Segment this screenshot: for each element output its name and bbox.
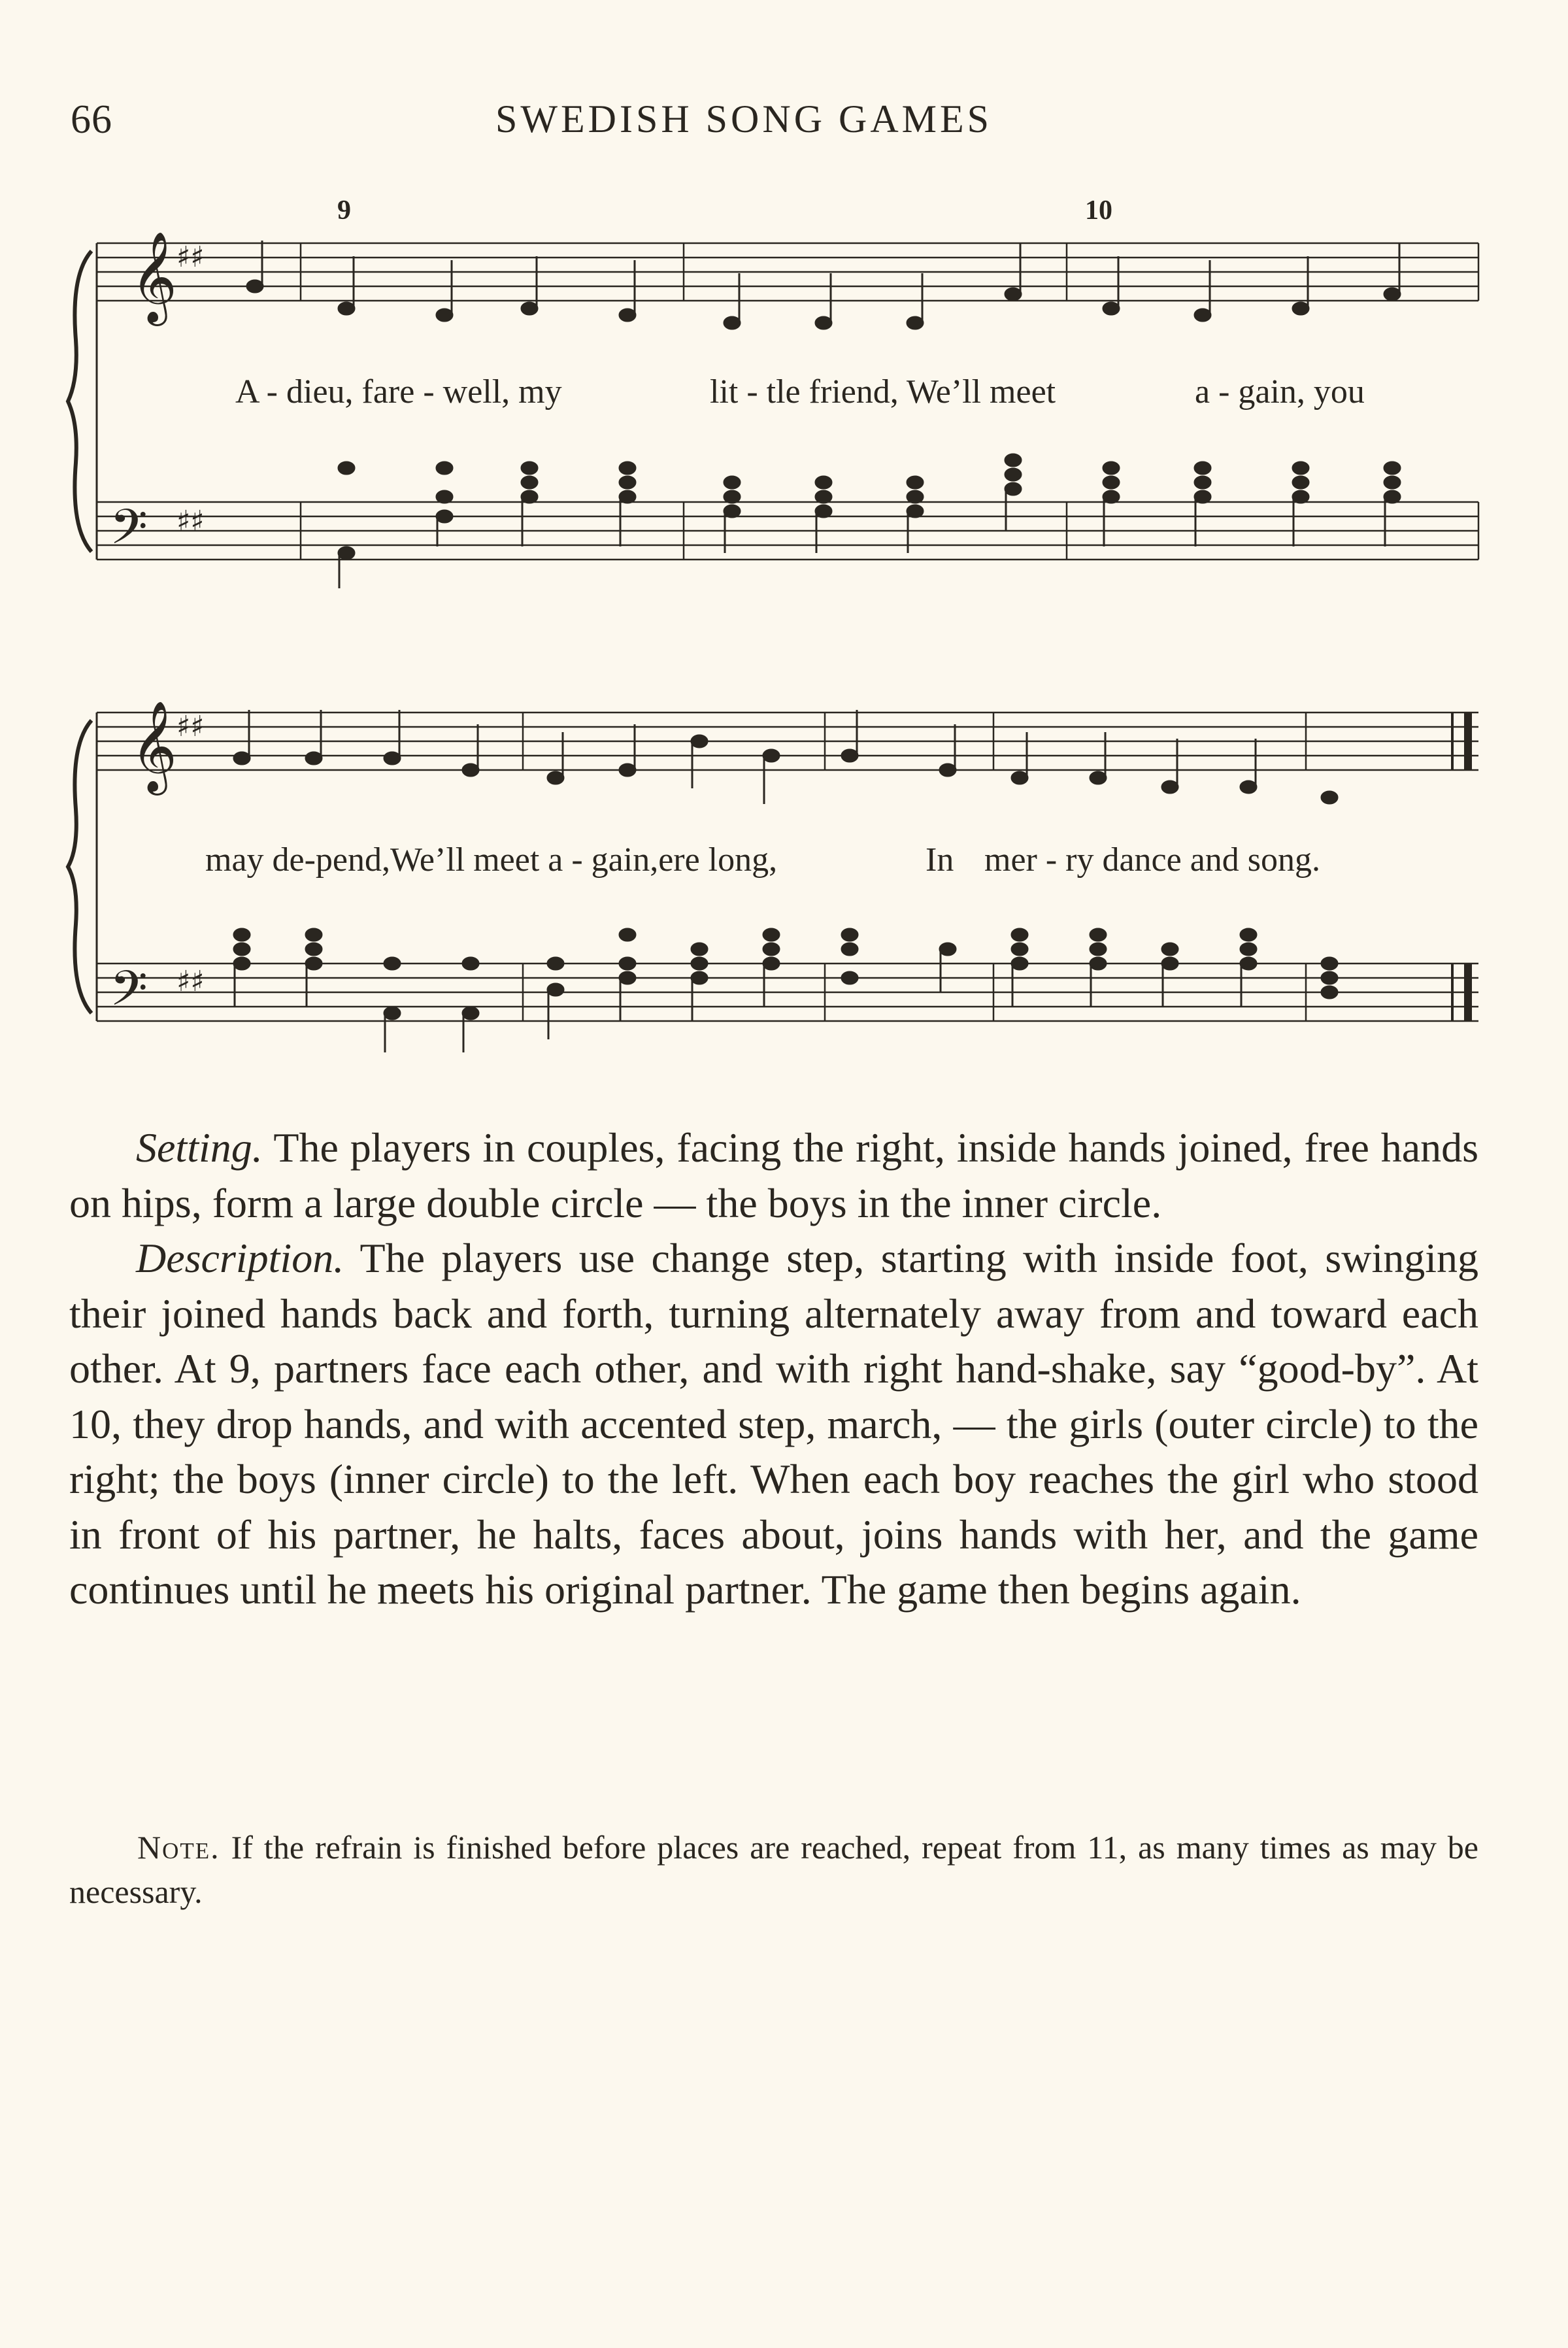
setting-text: The players in couples, facing the right, inside hands joined, free hands on hips, form a large double circle — the boys in the inner circle. [69,1124,1478,1226]
measure-number-9: 9 [337,195,351,226]
svg-text:♯♯: ♯♯ [176,505,205,538]
svg-text:𝄞: 𝄞 [131,701,177,792]
music-system-1 [0,0,1568,601]
lyric-line-2a: may de-pend,We’ll meet a - gain,ere long, [205,841,778,879]
lyric-line-1c: a - gain, you [1195,373,1365,411]
description-label: Description. [136,1235,344,1281]
instructions-body [69,1120,1478,1618]
svg-text:𝄢: 𝄢 [110,499,148,567]
measure-number-10: 10 [1085,195,1112,226]
note-text: If the refrain is finished before places are reached, repeat from 11, as many times as may be necessary. [69,1829,1478,1910]
lyric-line-2b: In [926,841,954,879]
description-paragraph [69,1231,1478,1618]
svg-text:𝄞: 𝄞 [131,231,177,322]
svg-text:♯♯: ♯♯ [176,710,205,743]
page-number: 66 [71,97,112,142]
running-title: SWEDISH SONG GAMES [495,97,993,141]
svg-text:♯♯: ♯♯ [176,965,205,998]
note-label: Note. [137,1829,220,1866]
setting-label: Setting. [136,1124,263,1171]
music-staff-system-1 [0,0,1568,601]
lyric-line-1b: lit - tle friend, We’ll meet [710,373,1056,411]
note-paragraph [69,1825,1478,1914]
setting-paragraph [69,1120,1478,1231]
lyric-line-2c: mer - ry dance and song. [984,841,1321,879]
svg-text:♯♯: ♯♯ [176,241,205,274]
lyric-line-1a: A - dieu, fare - well, my [235,373,562,411]
music-staff-system-2 [0,693,1568,1085]
svg-text:𝄢: 𝄢 [110,960,148,1029]
description-text: The players use change step, starting with inside foot, swinging their joined hands back and forth, turning alternately away from and toward each other. At 9, partners face each other, and with right hand-shake, say “good-by”. At 10, they drop hands, and with accented step, march, — the girls (outer circle) to the right; the boys (inner circle) to the left. When each boy reaches the girl who stood in front of his partner, he halts, faces about, joins hands with her, and the game continues until he meets his original partner. The game then begins again. [69,1235,1478,1613]
music-system-2 [0,693,1568,1085]
